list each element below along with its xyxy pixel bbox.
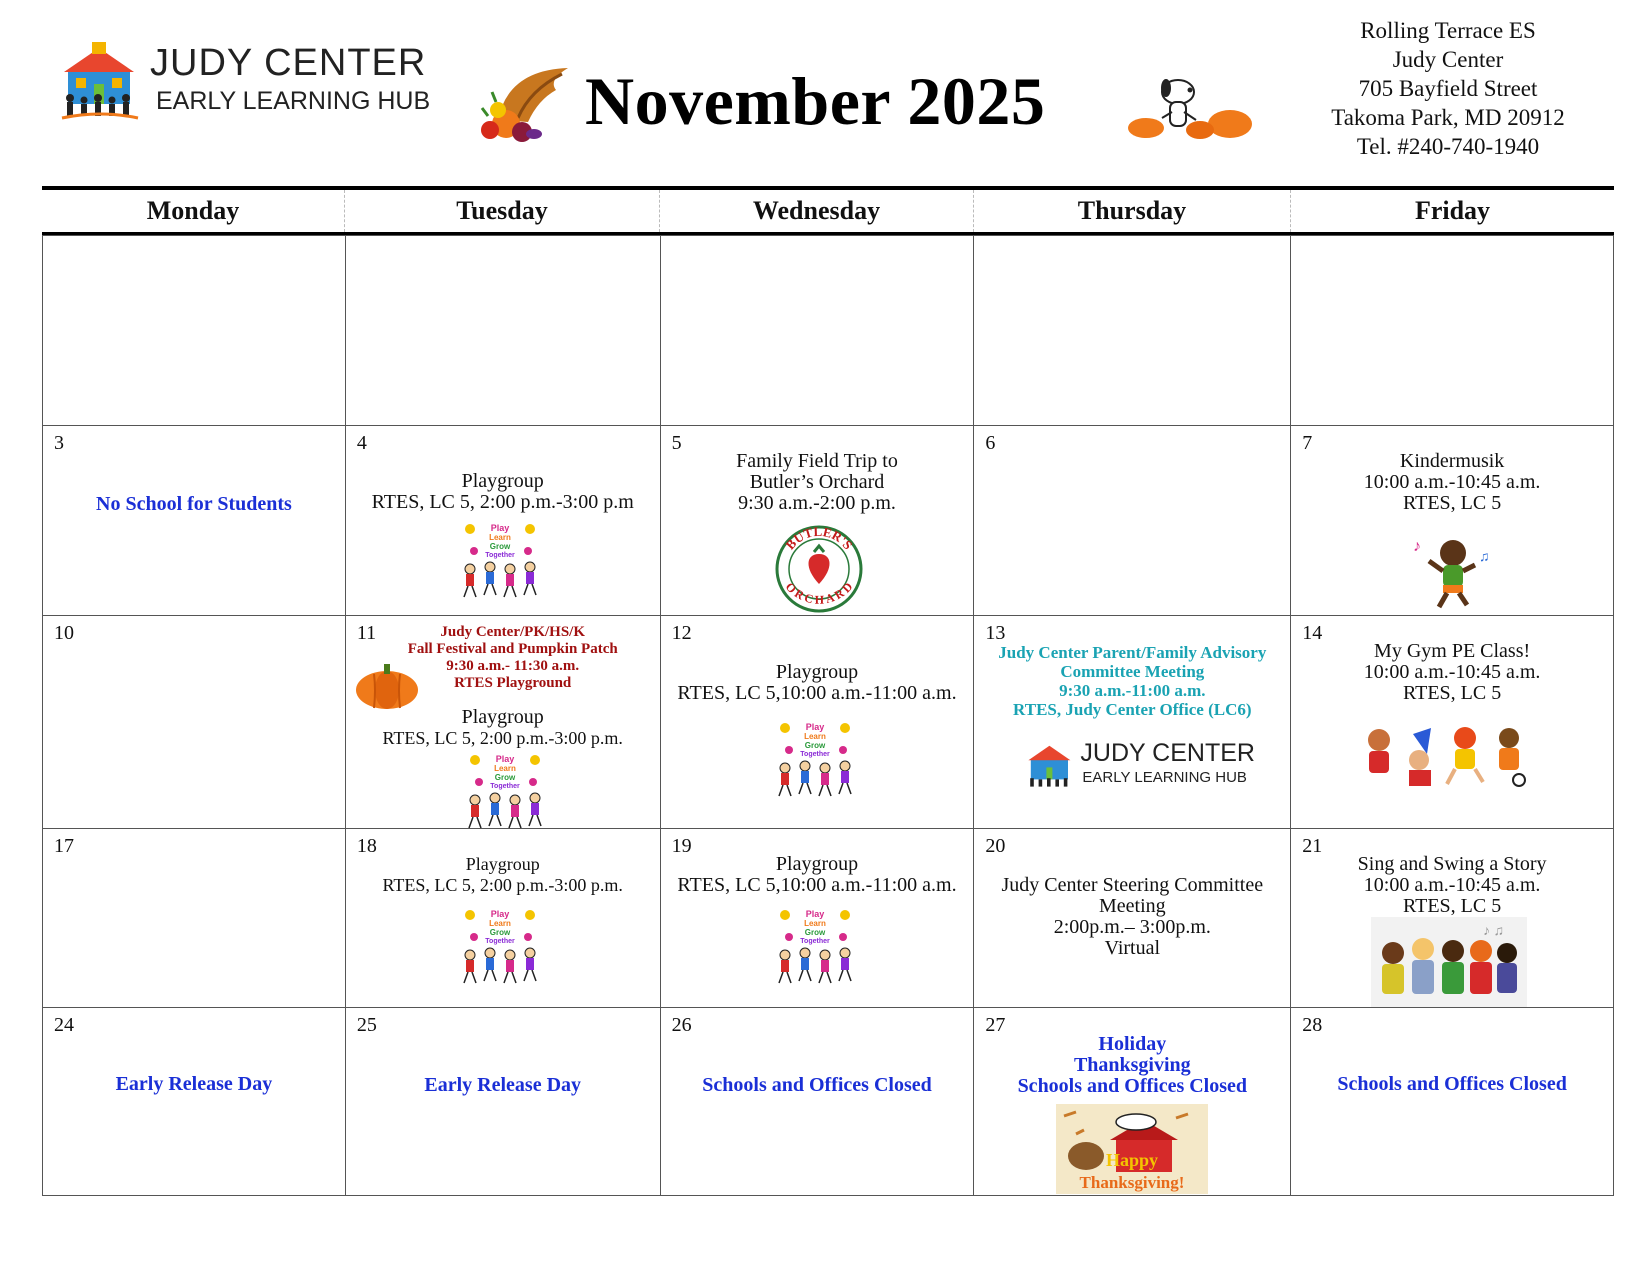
school-house-icon <box>58 40 142 120</box>
day-cell-25 <box>346 1008 661 1195</box>
holiday-text <box>974 1034 1290 1097</box>
address-line: Judy Center <box>1392 47 1504 72</box>
playgroup-word: Play <box>495 754 515 764</box>
butlers-logo-top: BUTLER'S <box>782 524 856 553</box>
meeting-subtitle: Committee Meeting <box>1060 662 1205 681</box>
event-time: 9:30 a.m.-2:00 p.m. <box>738 492 896 514</box>
day-cell-26 <box>661 1008 975 1195</box>
date-number: 10 <box>54 622 74 644</box>
playgroup-clipart <box>458 521 544 601</box>
event-title: Playgroup <box>775 853 859 875</box>
butlers-logo-bottom: ORCHARD <box>782 579 855 607</box>
event-title: Sing and Swing a Story <box>1357 853 1547 875</box>
dancing-child-icon <box>1409 531 1495 611</box>
day-cell-4 <box>346 426 661 615</box>
event-location: Virtual <box>1104 937 1161 959</box>
date-number: 26 <box>671 1014 692 1036</box>
small-logo-title: JUDY CENTER <box>1080 739 1255 767</box>
weekday-friday: Friday <box>1414 196 1491 225</box>
logo-subtitle: EARLY LEARNING HUB <box>156 87 431 115</box>
date-number: 6 <box>985 432 996 454</box>
week-row <box>43 1008 1614 1196</box>
day-cell-7 <box>1291 426 1614 615</box>
address-line: Rolling Terrace ES <box>1360 18 1536 43</box>
day-cell-27 <box>974 1008 1291 1195</box>
date-number: 24 <box>54 1014 74 1036</box>
playgroup-word: Together <box>485 938 515 945</box>
date-number: 25 <box>356 1014 377 1036</box>
event-text <box>346 707 660 749</box>
playgroup-word: Learn <box>488 919 511 928</box>
small-logo-subtitle: EARLY LEARNING HUB <box>1082 769 1247 786</box>
event-detail: RTES, LC 5,10:00 a.m.-11:00 a.m. <box>677 874 957 896</box>
day-cell-24 <box>43 1008 346 1195</box>
school-address <box>1308 16 1588 161</box>
event-title: Playgroup <box>775 661 859 683</box>
week-row <box>43 829 1614 1008</box>
singing-kids-icon <box>1371 917 1527 1007</box>
calendar-grid <box>42 235 1614 1196</box>
date-number: 13 <box>985 622 1006 644</box>
event-title: My Gym PE Class! <box>1374 640 1531 662</box>
day-cell-6 <box>974 426 1291 615</box>
holiday-name: Thanksgiving <box>1073 1054 1191 1076</box>
event-title: Playgroup <box>461 470 544 492</box>
day-cell-3 <box>43 426 346 615</box>
date-number: 7 <box>1302 432 1313 454</box>
weekday-wednesday: Wednesday <box>660 190 974 232</box>
snoopy-pumpkins-icon <box>1126 68 1254 140</box>
event-detail: Butler’s Orchard <box>749 471 885 493</box>
playgroup-word: Grow <box>489 928 511 937</box>
event-location: RTES, LC 5 <box>1402 492 1502 514</box>
playgroup-word: Together <box>490 783 520 790</box>
event-text <box>1291 854 1613 917</box>
event-detail: RTES, LC 5, 2:00 p.m.-3:00 p.m. <box>382 728 623 748</box>
holiday-label: Holiday <box>1098 1033 1167 1055</box>
event-time: 10:00 a.m.-10:45 a.m. <box>1363 661 1541 683</box>
day-cell-17 <box>43 829 346 1007</box>
meeting-location: RTES, Judy Center Office (LC6) <box>1013 700 1252 719</box>
date-number: 17 <box>54 835 74 857</box>
playgroup-word: Grow <box>489 542 511 551</box>
event-text <box>661 854 974 896</box>
event-time: 2:00p.m.– 3:00p.m. <box>1053 916 1211 938</box>
festival-title: Judy Center/PK/HS/K <box>440 624 585 640</box>
svg-text:♪: ♪ <box>1413 538 1422 555</box>
playgroup-word: Play <box>805 722 824 732</box>
day-cell-19 <box>661 829 975 1007</box>
card-happy-text: Happy <box>1106 1150 1159 1170</box>
weekday-tuesday: Tuesday <box>345 190 660 232</box>
school-house-icon <box>1024 741 1076 789</box>
week-row <box>43 236 1614 426</box>
day-cell-18 <box>346 829 661 1007</box>
thanksgiving-card-image <box>1056 1104 1208 1194</box>
date-number: 3 <box>54 432 64 454</box>
event-text <box>661 662 974 704</box>
weekday-monday: Monday <box>42 190 345 232</box>
week-row <box>43 426 1614 616</box>
playgroup-word: Learn <box>803 919 826 928</box>
playgroup-clipart <box>773 907 859 987</box>
meeting-title: Judy Center Parent/Family Advisory <box>998 643 1267 662</box>
festival-time: 9:30 a.m.- 11:30 a.m. <box>446 658 580 674</box>
playgroup-word: Learn <box>493 764 516 773</box>
svg-text:♫: ♫ <box>1479 550 1490 565</box>
weekday-header <box>42 190 1614 232</box>
playgroup-clipart <box>458 907 544 987</box>
day-cell-13 <box>974 616 1291 828</box>
date-number: 21 <box>1302 835 1323 857</box>
cornucopia-icon <box>478 60 574 146</box>
event-text <box>974 875 1290 959</box>
event-subtitle: Meeting <box>1098 895 1166 917</box>
butlers-orchard-logo <box>774 524 864 614</box>
event-detail: RTES, LC 5,10:00 a.m.-11:00 a.m. <box>677 682 957 704</box>
day-cell-empty <box>43 236 346 425</box>
day-cell-5 <box>661 426 975 615</box>
date-number: 27 <box>985 1014 1006 1036</box>
page-title: November 2025 <box>585 63 1046 139</box>
day-cell-21 <box>1291 829 1614 1007</box>
day-cell-empty <box>1291 236 1614 425</box>
festival-location: RTES Playground <box>454 675 572 691</box>
date-number: 19 <box>671 835 692 857</box>
day-cell-20 <box>974 829 1291 1007</box>
event-title: Family Field Trip to <box>736 450 898 472</box>
date-number: 12 <box>671 622 692 644</box>
playgroup-word: Grow <box>804 741 825 750</box>
day-cell-12 <box>661 616 975 828</box>
day-cell-11 <box>346 616 661 828</box>
event-time: 10:00 a.m.-10:45 a.m. <box>1363 471 1541 493</box>
playgroup-word: Together <box>485 552 515 559</box>
early-release-label: Early Release Day <box>424 1074 582 1096</box>
playgroup-word: Learn <box>803 732 826 741</box>
judy-center-logo <box>58 40 431 130</box>
day-cell-10 <box>43 616 346 828</box>
address-line: Tel. #240-740-1940 <box>1356 134 1540 159</box>
address-line: 705 Bayfield Street <box>1358 76 1538 101</box>
playgroup-clipart <box>773 720 859 800</box>
date-number: 20 <box>985 835 1006 857</box>
date-number: 4 <box>356 432 367 454</box>
week-row <box>43 616 1614 829</box>
event-location: RTES, LC 5 <box>1402 895 1502 917</box>
event-location: RTES, LC 5 <box>1402 682 1502 704</box>
advisory-meeting-text <box>974 643 1290 719</box>
pumpkin-icon <box>354 662 420 710</box>
card-thanksgiving-text: Thanksgiving! <box>1079 1173 1185 1192</box>
event-title: Playgroup <box>465 854 540 874</box>
date-number: 18 <box>356 835 377 857</box>
weekday-thursday: Thursday <box>974 190 1291 232</box>
day-cell-empty <box>346 236 661 425</box>
date-number: 14 <box>1302 622 1323 644</box>
playgroup-word: Grow <box>804 928 825 937</box>
logo-title: JUDY CENTER <box>150 42 427 84</box>
gym-kids-icon <box>1363 724 1531 788</box>
event-detail: RTES, LC 5, 2:00 p.m.-3:00 p.m <box>371 491 634 513</box>
event-text <box>661 451 974 514</box>
event-text <box>1291 451 1613 514</box>
playgroup-word: Grow <box>494 773 516 782</box>
event-title: Kindermusik <box>1399 450 1505 472</box>
svg-text:♪ ♫: ♪ ♫ <box>1483 924 1505 939</box>
closed-label: Schools and Offices Closed <box>702 1074 932 1096</box>
event-title: Judy Center Steering Committee <box>1001 874 1264 896</box>
playgroup-word: Together <box>799 751 830 758</box>
event-detail: RTES, LC 5, 2:00 p.m.-3:00 p.m. <box>382 875 623 895</box>
festival-subtitle: Fall Festival and Pumpkin Patch <box>407 641 618 657</box>
day-cell-14 <box>1291 616 1614 828</box>
closed-label: Schools and Offices Closed <box>1337 1073 1567 1095</box>
judy-center-logo-small <box>1024 741 1264 791</box>
playgroup-word: Play <box>490 909 510 919</box>
event-title: Playgroup <box>461 706 544 728</box>
day-cell-empty <box>974 236 1291 425</box>
date-number: 28 <box>1302 1014 1323 1036</box>
meeting-time: 9:30 a.m.-11:00 a.m. <box>1059 681 1206 700</box>
date-number: 5 <box>671 432 682 454</box>
playgroup-clipart <box>463 752 549 828</box>
early-release-label: Early Release Day <box>115 1073 273 1095</box>
no-school-label: No School for Students <box>96 493 292 515</box>
event-time: 10:00 a.m.-10:45 a.m. <box>1363 874 1541 896</box>
event-text <box>1291 641 1613 704</box>
closed-label: Schools and Offices Closed <box>1017 1075 1248 1097</box>
playgroup-word: Play <box>490 523 510 533</box>
event-text <box>346 471 660 513</box>
day-cell-28 <box>1291 1008 1614 1195</box>
day-cell-empty <box>661 236 975 425</box>
address-line: Takoma Park, MD 20912 <box>1331 105 1565 130</box>
date-number: 11 <box>356 622 377 644</box>
playgroup-word: Learn <box>488 533 511 542</box>
playgroup-word: Together <box>799 938 830 945</box>
event-text <box>346 854 660 896</box>
playgroup-word: Play <box>805 909 824 919</box>
